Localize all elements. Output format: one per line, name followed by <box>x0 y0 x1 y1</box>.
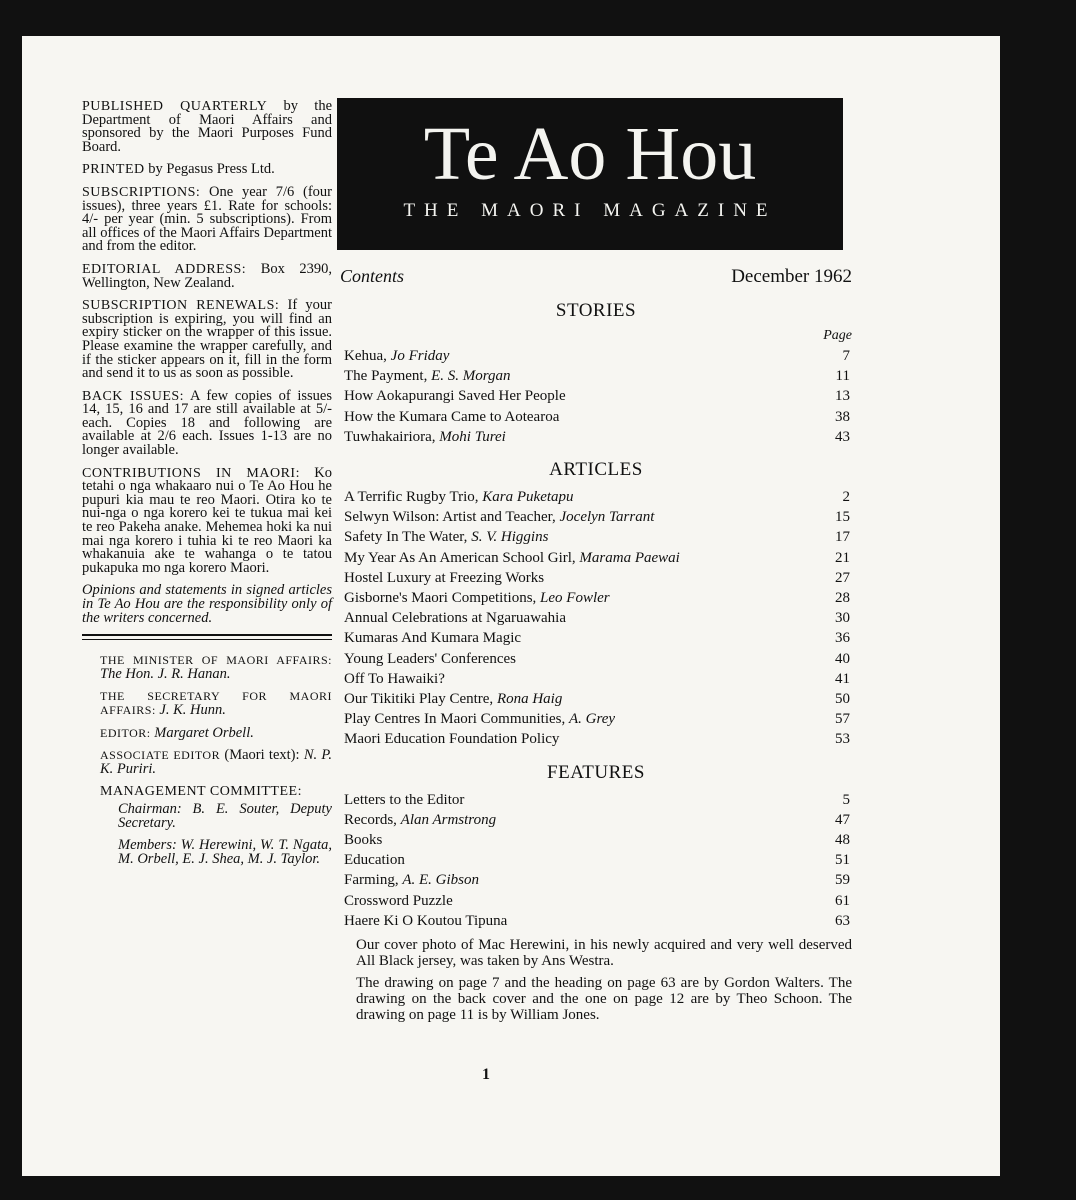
entry-page-number: 21 <box>835 549 850 566</box>
entry-title-text: How Aokapurangi Saved Her People <box>344 388 566 405</box>
subscriptions-info: SUBSCRIPTIONS: One year 7/6 (four issues), three years £1. Rate for schools: 4/- per year (min. 5 subscriptions). From all offices of the Maori Affairs Department and from the editor. <box>82 183 333 255</box>
published-info: PUBLISHED QUARTERLY by the Department of Maori Affairs and sponsored by the Maori Purposes Fund Board. <box>82 98 333 155</box>
toc-entry[interactable] <box>340 568 852 588</box>
entry-page-number: 63 <box>835 912 850 929</box>
toc-entry-title <box>344 568 544 588</box>
section-heading: STORIES <box>555 300 637 321</box>
publication-info-column <box>82 100 332 875</box>
toc-entry-title <box>344 649 516 669</box>
entry-title-text: Haere Ki O Koutou Tipuna <box>344 912 508 929</box>
entry-page-number: 41 <box>835 670 850 687</box>
toc-entry[interactable] <box>340 850 852 870</box>
editor-info: EDITOR: Margaret Orbell. <box>100 724 254 741</box>
toc-entry-title <box>344 608 566 628</box>
secretary-info: THE SECRETARY FOR MAORI AFFAIRS: J. K. Hunn. <box>100 689 332 718</box>
entry-page-number: 47 <box>835 811 850 828</box>
entry-page-number: 40 <box>835 650 850 667</box>
toc-entry-title <box>344 386 566 406</box>
toc-sections <box>340 300 852 931</box>
toc-entry-title <box>344 870 479 890</box>
entry-page-number: 50 <box>835 691 850 708</box>
entry-author: A. Grey <box>568 711 616 728</box>
committee-members: Members: W. Herewini, W. T. Ngata, M. Orbell, E. J. Shea, M. J. Taylor. <box>118 837 332 867</box>
table-of-contents <box>340 266 852 1023</box>
toc-entry[interactable] <box>340 891 852 911</box>
committee-label: MANAGEMENT COMMITTEE: <box>100 784 302 800</box>
entry-author: Alan Armstrong <box>400 811 497 828</box>
toc-entry-title <box>344 366 511 386</box>
entry-title-text: Education <box>344 852 405 869</box>
section-heading: ARTICLES <box>549 459 643 481</box>
masthead <box>337 98 843 250</box>
entry-author: A. E. Gibson <box>402 872 480 889</box>
entry-title-text: Farming, <box>344 872 403 889</box>
toc-entry[interactable] <box>340 366 852 386</box>
section-heading: FEATURES <box>547 761 645 783</box>
toc-entry-title <box>344 548 680 568</box>
contents-header <box>340 266 852 288</box>
entry-page-number: 5 <box>842 791 850 808</box>
toc-entry-title <box>344 729 559 749</box>
toc-entry[interactable] <box>340 830 852 850</box>
toc-entry[interactable] <box>340 689 852 709</box>
opinions-disclaimer: Opinions and statements in signed articles in Te Ao Hou are the responsibility only of the writers concerned. <box>82 582 332 626</box>
contents-label: Contents <box>340 266 405 286</box>
toc-entry[interactable] <box>340 427 852 447</box>
entry-title-text: Tuwhakairiora, <box>344 428 440 445</box>
toc-entry-title <box>344 527 548 547</box>
toc-entry-title <box>344 790 464 810</box>
toc-entry[interactable] <box>340 588 852 608</box>
entry-page-number: 61 <box>835 892 850 909</box>
magazine-subtitle: THE MAORI MAGAZINE <box>403 200 777 221</box>
committee-chairman: Chairman: B. E. Souter, Deputy Secretary. <box>118 800 332 831</box>
entry-page-number: 48 <box>835 832 850 849</box>
entry-page-number: 28 <box>835 590 850 607</box>
contributions-info: CONTRIBUTIONS IN MAORI: Ko tetahi o nga whakaaro nui o Te Ao Hou he pupuri kia mau te reo Maori. Otira ko te nui-nga o nga korero kei te tukua mai kei te reo Pakeha anake. Mehemea hoki ka nui mai nga korero i tuhia ki te reo Maori ka whakanuia ake te wahanga o te tatou pukapuka mo nga korero Maori. <box>82 464 332 576</box>
entry-title-text: Annual Celebrations at Ngaruawahia <box>344 610 567 627</box>
toc-entry-title <box>344 689 562 709</box>
entry-author: Jo Friday <box>390 348 450 364</box>
entry-title-text: Selwyn Wilson: Artist and Teacher, <box>344 509 560 526</box>
minister-info: THE MINISTER OF MAORI AFFAIRS: The Hon. J. R. Hanan. <box>100 653 332 682</box>
toc-entry[interactable] <box>340 790 852 810</box>
toc-entry[interactable] <box>340 548 852 568</box>
toc-entry[interactable] <box>340 346 852 366</box>
toc-entry-title <box>344 911 507 931</box>
toc-entry[interactable] <box>340 649 852 669</box>
toc-entry-title <box>344 830 382 850</box>
entry-title-text: Gisborne's Maori Competitions, <box>344 590 541 607</box>
toc-entry-title <box>344 628 521 648</box>
entry-title-text: The Payment, <box>344 368 432 385</box>
entry-page-number: 13 <box>835 388 850 405</box>
toc-entry[interactable] <box>340 729 852 749</box>
toc-entry[interactable] <box>340 810 852 830</box>
entry-title-text: Kehua, <box>344 348 391 364</box>
toc-entry-title <box>344 669 445 689</box>
toc-entry[interactable] <box>340 669 852 689</box>
entry-title-text: Young Leaders' Conferences <box>344 650 516 667</box>
entry-page-number: 36 <box>835 630 850 647</box>
toc-entry-title <box>344 427 506 447</box>
entry-page-number: 7 <box>842 348 850 364</box>
entry-author: Kara Puketapu <box>482 489 574 506</box>
entry-title-text: Play Centres In Maori Communities, <box>344 711 569 728</box>
toc-entry[interactable] <box>340 487 852 507</box>
magazine-title: Te Ao Hou <box>423 112 757 196</box>
toc-entry[interactable] <box>340 386 852 406</box>
entry-page-number: 27 <box>835 569 850 586</box>
toc-entry-title <box>344 850 405 870</box>
toc-entry-title <box>344 407 559 427</box>
cover-note: Our cover photo of Mac Herewini, in his newly acquired and very well deserved All Black jersey, was taken by Ans Westra. <box>356 937 852 970</box>
entry-title-text: Hostel Luxury at Freezing Works <box>344 569 545 586</box>
entry-title-text: Our Tikitiki Play Centre, <box>344 691 497 708</box>
back-issues-info: BACK ISSUES: A few copies of issues 14, 15, 16 and 17 are still available at 5/- each. Copies 18 and following are available at 2/6 each. Issues 1-13 are no longer available. <box>82 387 333 459</box>
toc-entry-title <box>344 487 574 507</box>
toc-entry[interactable] <box>340 709 852 729</box>
entry-page-number: 30 <box>835 610 850 627</box>
toc-entry-title <box>344 346 449 366</box>
toc-entry-title <box>344 709 615 729</box>
entry-author: S. V. Higgins <box>471 529 549 546</box>
toc-entry[interactable] <box>340 407 852 427</box>
entry-page-number: 53 <box>835 731 850 748</box>
renewals-info: SUBSCRIPTION RENEWALS: If your subscription is expiring, you will find an expiry sticker on the wrapper of this issue. Please examine the wrapper carefully, and if the sticker appears on it, fill in the form and send it to us as soon as possible. <box>82 297 332 382</box>
page-column-label: Page <box>823 328 852 343</box>
entry-author: E. S. Morgan <box>431 368 511 385</box>
toc-entry-title <box>344 507 654 527</box>
entry-page-number: 2 <box>842 489 850 506</box>
entry-author: Rona Haig <box>496 691 563 708</box>
entry-page-number: 57 <box>835 711 850 728</box>
entry-title-text: A Terrific Rugby Trio, <box>344 489 483 506</box>
entry-author: Mohi Turei <box>439 428 506 445</box>
entry-title-text: Records, <box>344 811 401 828</box>
entry-page-number: 43 <box>835 428 850 445</box>
issue-date: December 1962 <box>731 266 852 287</box>
entry-title-text: My Year As An American School Girl, <box>344 549 580 566</box>
entry-page-number: 15 <box>835 509 850 526</box>
entry-page-number: 17 <box>835 529 850 546</box>
associate-editor-info: ASSOCIATE EDITOR (Maori text): N. P. K. Puriri. <box>100 747 332 777</box>
toc-entry[interactable] <box>340 527 852 547</box>
entry-title-text: How the Kumara Came to Aotearoa <box>344 408 560 425</box>
entry-title-text: Maori Education Foundation Policy <box>344 731 560 748</box>
entry-author: Jocelyn Tarrant <box>559 509 655 526</box>
entry-author: Leo Fowler <box>540 590 610 607</box>
entry-page-number: 11 <box>835 368 850 385</box>
entry-title-text: Kumaras And Kumara Magic <box>344 630 522 647</box>
toc-entry[interactable] <box>340 628 852 648</box>
toc-entry-title <box>344 891 453 911</box>
toc-entry-title <box>344 588 610 608</box>
entry-page-number: 51 <box>835 852 850 869</box>
double-rule-divider <box>82 634 332 640</box>
editorial-address: EDITORIAL ADDRESS: Box 2390, Wellington, New Zealand. <box>82 260 332 291</box>
entry-author: Marama Paewai <box>579 549 680 566</box>
printed-info: PRINTED by Pegasus Press Ltd. <box>82 161 275 178</box>
toc-entry[interactable] <box>340 870 852 890</box>
entry-title-text: Off To Hawaiki? <box>344 670 445 687</box>
toc-entry[interactable] <box>340 507 852 527</box>
toc-entry[interactable] <box>340 608 852 628</box>
entry-page-number: 59 <box>835 872 850 889</box>
entry-title-text: Letters to the Editor <box>344 791 465 808</box>
entry-title-text: Safety In The Water, <box>344 529 472 546</box>
drawing-credits: The drawing on page 7 and the heading on page 63 are by Gordon Walters. The drawing on the back cover and the one on page 12 are by Theo Schoon. The drawing on page 11 is by William Jones. <box>356 975 852 1024</box>
toc-entry-title <box>344 810 496 830</box>
entry-title-text: Books <box>344 832 383 849</box>
toc-entry[interactable] <box>340 911 852 931</box>
entry-page-number: 38 <box>835 408 850 425</box>
entry-title-text: Crossword Puzzle <box>344 892 453 909</box>
page-number: 1 <box>482 1066 490 1083</box>
